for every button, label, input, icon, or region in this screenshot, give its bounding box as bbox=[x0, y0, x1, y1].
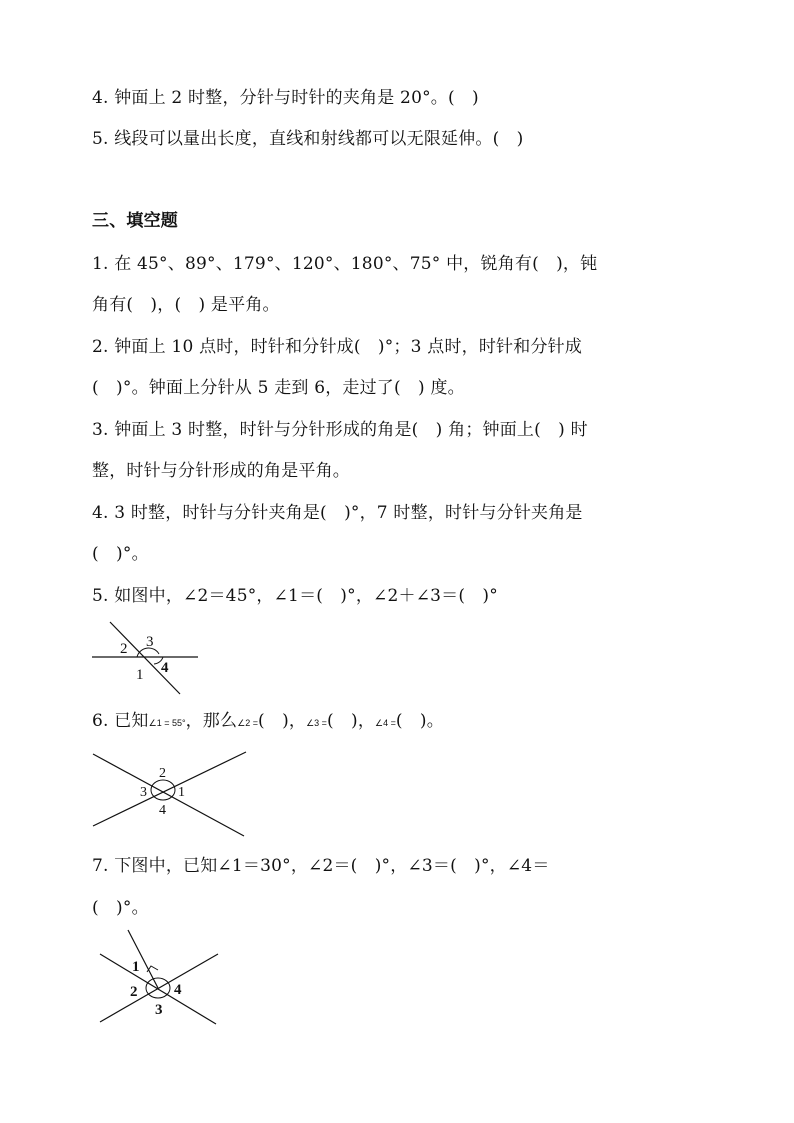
angle-figure-q5 bbox=[88, 618, 203, 698]
fill-question-7-line-1: 7. 下图中，已知∠1＝30°，∠2＝( )°，∠3＝( )°，∠4＝ bbox=[92, 856, 550, 876]
fig7-label-2: 2 bbox=[130, 984, 138, 1000]
angle-figure-q6 bbox=[88, 748, 253, 840]
fig6-label-4: 4 bbox=[159, 803, 166, 818]
fig6-angle-ellipse bbox=[151, 780, 175, 800]
fig5-label-2: 2 bbox=[120, 641, 128, 657]
q6-given-angle: ∠1 = 55° bbox=[148, 718, 186, 728]
fig7-label-3: 3 bbox=[155, 1002, 163, 1018]
fill-question-2-line-1: 2. 钟面上 10 点时，时针和分针成( )°；3 点时，时针和分针成 bbox=[92, 337, 583, 357]
q6-angle-3: ∠3 = bbox=[306, 718, 327, 728]
fig5-label-4: 4 bbox=[161, 660, 169, 676]
fill-question-1-line-2: 角有( )，( ) 是平角。 bbox=[92, 295, 280, 315]
fill-question-2-line-2: ( )°。钟面上分针从 5 走到 6，走过了( ) 度。 bbox=[92, 378, 465, 398]
fill-question-6-line-1 bbox=[92, 713, 444, 730]
q6-blank-2: ( )， bbox=[326, 711, 376, 731]
fill-question-3-line-2: 整，时针与分针形成的角是平角。 bbox=[92, 461, 350, 481]
q6-mid: ，那么 bbox=[185, 711, 238, 731]
fig5-label-3: 3 bbox=[146, 634, 154, 650]
fill-question-1-line-1: 1. 在 45°、89°、179°、120°、180°、75° 中，锐角有( )，钝 bbox=[92, 254, 598, 274]
fill-question-7-line-2: ( )°。 bbox=[92, 898, 149, 918]
fig6-label-3: 3 bbox=[140, 785, 147, 800]
fig6-line-a bbox=[93, 752, 246, 826]
q6-prefix: 6. 已知 bbox=[92, 711, 149, 731]
fig5-label-1: 1 bbox=[136, 667, 144, 683]
fill-question-3-line-1: 3. 钟面上 3 时整，时针与分针形成的角是( ) 角；钟面上( ) 时 bbox=[92, 420, 588, 440]
q6-angle-2: ∠2 = bbox=[237, 718, 259, 728]
angle-figure-q7 bbox=[94, 926, 224, 1030]
q6-blank-1: ( )， bbox=[258, 711, 307, 731]
judge-question-4: 4. 钟面上 2 时整，分针与时针的夹角是 20°。( ) bbox=[92, 88, 479, 108]
fill-question-5-line-1: 5. 如图中，∠2＝45°，∠1＝( )°，∠2＋∠3＝( )° bbox=[92, 586, 498, 606]
fig6-label-1: 1 bbox=[178, 785, 185, 800]
fig7-label-1: 1 bbox=[132, 959, 140, 975]
fill-question-4-line-2: ( )°。 bbox=[92, 544, 149, 564]
q6-angle-4: ∠4 = bbox=[375, 718, 396, 728]
judge-question-5: 5. 线段可以量出长度，直线和射线都可以无限延伸。( ) bbox=[92, 129, 524, 149]
fig6-label-2: 2 bbox=[159, 766, 166, 781]
fig5-diagonal-line bbox=[110, 622, 180, 694]
fig7-label-4: 4 bbox=[174, 982, 182, 998]
q6-blank-3: ( )。 bbox=[395, 711, 444, 731]
fill-question-4-line-1: 4. 3 时整，时针与分针夹角是( )°，7 时整，时针与分针夹角是 bbox=[92, 503, 583, 523]
section-heading-fill-in: 三、填空题 bbox=[92, 211, 178, 231]
fig6-line-b bbox=[93, 754, 244, 836]
